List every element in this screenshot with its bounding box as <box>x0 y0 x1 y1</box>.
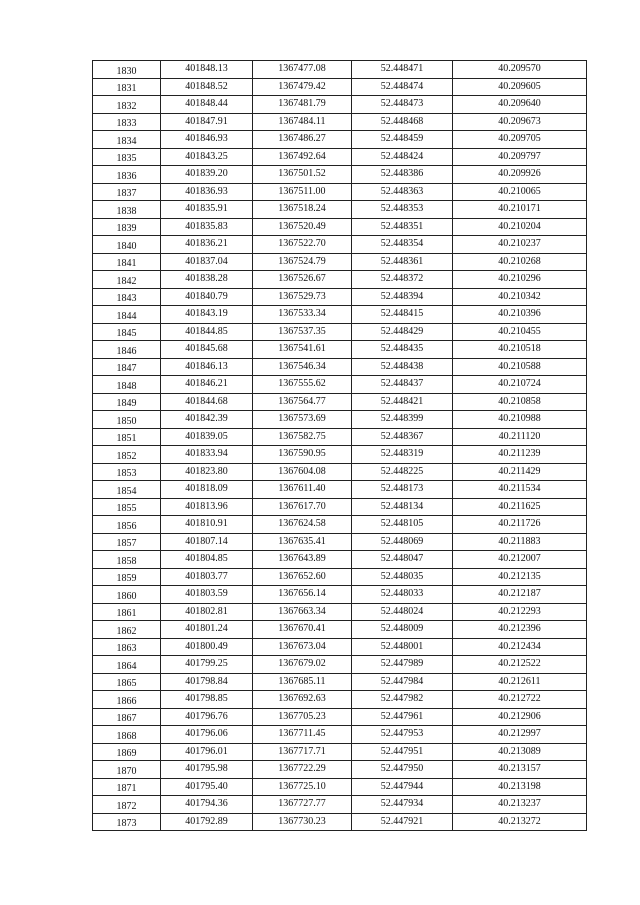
point-number-cell: 1872 <box>93 796 161 814</box>
latitude-cell: 52.447961 <box>352 708 453 726</box>
y-coordinate-cell: 1367564.77 <box>253 393 352 411</box>
longitude-cell: 40.211120 <box>453 428 587 446</box>
y-coordinate-cell: 1367617.70 <box>253 498 352 516</box>
longitude-cell: 40.210342 <box>453 288 587 306</box>
longitude-cell: 40.211883 <box>453 533 587 551</box>
x-coordinate-cell: 401840.79 <box>161 288 253 306</box>
table-row <box>93 691 587 709</box>
table-row <box>93 306 587 324</box>
latitude-cell: 52.448047 <box>352 551 453 569</box>
point-number-cell: 1873 <box>93 813 161 831</box>
y-coordinate-cell: 1367526.67 <box>253 271 352 289</box>
point-number-cell: 1864 <box>93 656 161 674</box>
point-number-cell: 1865 <box>93 673 161 691</box>
y-coordinate-cell: 1367582.75 <box>253 428 352 446</box>
point-number-cell: 1840 <box>93 236 161 254</box>
table-row <box>93 446 587 464</box>
y-coordinate-cell: 1367492.64 <box>253 148 352 166</box>
x-coordinate-cell: 401795.40 <box>161 778 253 796</box>
latitude-cell: 52.448024 <box>352 603 453 621</box>
longitude-cell: 40.212522 <box>453 656 587 674</box>
x-coordinate-cell: 401804.85 <box>161 551 253 569</box>
point-number-cell: 1835 <box>93 148 161 166</box>
longitude-cell: 40.212906 <box>453 708 587 726</box>
table-row <box>93 603 587 621</box>
latitude-cell: 52.448421 <box>352 393 453 411</box>
latitude-cell: 52.448474 <box>352 78 453 96</box>
y-coordinate-cell: 1367692.63 <box>253 691 352 709</box>
point-number-cell: 1862 <box>93 621 161 639</box>
longitude-cell: 40.210171 <box>453 201 587 219</box>
point-number-cell: 1866 <box>93 691 161 709</box>
latitude-cell: 52.448435 <box>352 341 453 359</box>
y-coordinate-cell: 1367705.23 <box>253 708 352 726</box>
point-number-cell: 1868 <box>93 726 161 744</box>
y-coordinate-cell: 1367725.10 <box>253 778 352 796</box>
x-coordinate-cell: 401848.13 <box>161 61 253 79</box>
latitude-cell: 52.448035 <box>352 568 453 586</box>
longitude-cell: 40.213272 <box>453 813 587 831</box>
latitude-cell: 52.448459 <box>352 131 453 149</box>
x-coordinate-cell: 401810.91 <box>161 516 253 534</box>
longitude-cell: 40.212135 <box>453 568 587 586</box>
point-number-cell: 1858 <box>93 551 161 569</box>
point-number-cell: 1850 <box>93 411 161 429</box>
latitude-cell: 52.447953 <box>352 726 453 744</box>
coordinates-table <box>92 60 587 831</box>
x-coordinate-cell: 401843.25 <box>161 148 253 166</box>
point-number-cell: 1846 <box>93 341 161 359</box>
y-coordinate-cell: 1367486.27 <box>253 131 352 149</box>
x-coordinate-cell: 401798.85 <box>161 691 253 709</box>
point-number-cell: 1863 <box>93 638 161 656</box>
table-row <box>93 551 587 569</box>
table-row <box>93 411 587 429</box>
x-coordinate-cell: 401842.39 <box>161 411 253 429</box>
latitude-cell: 52.447944 <box>352 778 453 796</box>
longitude-cell: 40.211534 <box>453 481 587 499</box>
latitude-cell: 52.448429 <box>352 323 453 341</box>
longitude-cell: 40.210988 <box>453 411 587 429</box>
table-row <box>93 796 587 814</box>
point-number-cell: 1830 <box>93 61 161 79</box>
point-number-cell: 1843 <box>93 288 161 306</box>
latitude-cell: 52.448361 <box>352 253 453 271</box>
y-coordinate-cell: 1367524.79 <box>253 253 352 271</box>
table-row <box>93 778 587 796</box>
longitude-cell: 40.210204 <box>453 218 587 236</box>
latitude-cell: 52.448354 <box>352 236 453 254</box>
point-number-cell: 1848 <box>93 376 161 394</box>
point-number-cell: 1847 <box>93 358 161 376</box>
point-number-cell: 1832 <box>93 96 161 114</box>
point-number-cell: 1845 <box>93 323 161 341</box>
x-coordinate-cell: 401833.94 <box>161 446 253 464</box>
table-row <box>93 236 587 254</box>
longitude-cell: 40.209673 <box>453 113 587 131</box>
point-number-cell: 1841 <box>93 253 161 271</box>
y-coordinate-cell: 1367573.69 <box>253 411 352 429</box>
point-number-cell: 1849 <box>93 393 161 411</box>
table-row <box>93 761 587 779</box>
latitude-cell: 52.448399 <box>352 411 453 429</box>
x-coordinate-cell: 401798.84 <box>161 673 253 691</box>
longitude-cell: 40.212722 <box>453 691 587 709</box>
y-coordinate-cell: 1367717.71 <box>253 743 352 761</box>
point-number-cell: 1851 <box>93 428 161 446</box>
point-number-cell: 1836 <box>93 166 161 184</box>
table-row <box>93 568 587 586</box>
latitude-cell: 52.448173 <box>352 481 453 499</box>
table-row <box>93 498 587 516</box>
table-row <box>93 61 587 79</box>
longitude-cell: 40.209797 <box>453 148 587 166</box>
table-row <box>93 341 587 359</box>
longitude-cell: 40.212997 <box>453 726 587 744</box>
latitude-cell: 52.448319 <box>352 446 453 464</box>
latitude-cell: 52.447921 <box>352 813 453 831</box>
y-coordinate-cell: 1367522.70 <box>253 236 352 254</box>
y-coordinate-cell: 1367663.34 <box>253 603 352 621</box>
table-row <box>93 148 587 166</box>
table-row <box>93 183 587 201</box>
latitude-cell: 52.448367 <box>352 428 453 446</box>
table-row <box>93 481 587 499</box>
latitude-cell: 52.448438 <box>352 358 453 376</box>
longitude-cell: 40.212611 <box>453 673 587 691</box>
table-row <box>93 673 587 691</box>
x-coordinate-cell: 401796.06 <box>161 726 253 744</box>
table-row <box>93 656 587 674</box>
x-coordinate-cell: 401846.93 <box>161 131 253 149</box>
y-coordinate-cell: 1367511.00 <box>253 183 352 201</box>
latitude-cell: 52.448394 <box>352 288 453 306</box>
y-coordinate-cell: 1367727.77 <box>253 796 352 814</box>
y-coordinate-cell: 1367546.34 <box>253 358 352 376</box>
point-number-cell: 1857 <box>93 533 161 551</box>
table-row <box>93 428 587 446</box>
longitude-cell: 40.210296 <box>453 271 587 289</box>
y-coordinate-cell: 1367529.73 <box>253 288 352 306</box>
point-number-cell: 1844 <box>93 306 161 324</box>
latitude-cell: 52.448473 <box>352 96 453 114</box>
longitude-cell: 40.212396 <box>453 621 587 639</box>
point-number-cell: 1870 <box>93 761 161 779</box>
point-number-cell: 1838 <box>93 201 161 219</box>
longitude-cell: 40.213089 <box>453 743 587 761</box>
table-row <box>93 708 587 726</box>
x-coordinate-cell: 401846.13 <box>161 358 253 376</box>
x-coordinate-cell: 401802.81 <box>161 603 253 621</box>
point-number-cell: 1871 <box>93 778 161 796</box>
point-number-cell: 1839 <box>93 218 161 236</box>
x-coordinate-cell: 401838.28 <box>161 271 253 289</box>
x-coordinate-cell: 401844.68 <box>161 393 253 411</box>
longitude-cell: 40.213237 <box>453 796 587 814</box>
table-row <box>93 813 587 831</box>
point-number-cell: 1833 <box>93 113 161 131</box>
point-number-cell: 1855 <box>93 498 161 516</box>
table-row <box>93 131 587 149</box>
longitude-cell: 40.210588 <box>453 358 587 376</box>
x-coordinate-cell: 401836.21 <box>161 236 253 254</box>
x-coordinate-cell: 401843.19 <box>161 306 253 324</box>
x-coordinate-cell: 401823.80 <box>161 463 253 481</box>
latitude-cell: 52.448424 <box>352 148 453 166</box>
longitude-cell: 40.212434 <box>453 638 587 656</box>
latitude-cell: 52.447989 <box>352 656 453 674</box>
point-number-cell: 1859 <box>93 568 161 586</box>
x-coordinate-cell: 401796.01 <box>161 743 253 761</box>
latitude-cell: 52.448009 <box>352 621 453 639</box>
y-coordinate-cell: 1367624.58 <box>253 516 352 534</box>
x-coordinate-cell: 401845.68 <box>161 341 253 359</box>
longitude-cell: 40.210065 <box>453 183 587 201</box>
longitude-cell: 40.211239 <box>453 446 587 464</box>
y-coordinate-cell: 1367673.04 <box>253 638 352 656</box>
y-coordinate-cell: 1367555.62 <box>253 376 352 394</box>
y-coordinate-cell: 1367520.49 <box>253 218 352 236</box>
y-coordinate-cell: 1367533.34 <box>253 306 352 324</box>
latitude-cell: 52.448069 <box>352 533 453 551</box>
table-row <box>93 743 587 761</box>
latitude-cell: 52.448363 <box>352 183 453 201</box>
longitude-cell: 40.211625 <box>453 498 587 516</box>
longitude-cell: 40.210518 <box>453 341 587 359</box>
latitude-cell: 52.448105 <box>352 516 453 534</box>
longitude-cell: 40.209705 <box>453 131 587 149</box>
longitude-cell: 40.210724 <box>453 376 587 394</box>
point-number-cell: 1842 <box>93 271 161 289</box>
point-number-cell: 1856 <box>93 516 161 534</box>
longitude-cell: 40.209605 <box>453 78 587 96</box>
longitude-cell: 40.209926 <box>453 166 587 184</box>
longitude-cell: 40.209640 <box>453 96 587 114</box>
table-row <box>93 113 587 131</box>
y-coordinate-cell: 1367590.95 <box>253 446 352 464</box>
table-row <box>93 463 587 481</box>
latitude-cell: 52.448353 <box>352 201 453 219</box>
longitude-cell: 40.211429 <box>453 463 587 481</box>
point-number-cell: 1860 <box>93 586 161 604</box>
y-coordinate-cell: 1367611.40 <box>253 481 352 499</box>
table-row <box>93 166 587 184</box>
longitude-cell: 40.210858 <box>453 393 587 411</box>
table-row <box>93 201 587 219</box>
longitude-cell: 40.213157 <box>453 761 587 779</box>
latitude-cell: 52.448468 <box>352 113 453 131</box>
table-row <box>93 516 587 534</box>
x-coordinate-cell: 401794.36 <box>161 796 253 814</box>
table-row <box>93 358 587 376</box>
point-number-cell: 1854 <box>93 481 161 499</box>
y-coordinate-cell: 1367711.45 <box>253 726 352 744</box>
latitude-cell: 52.447934 <box>352 796 453 814</box>
latitude-cell: 52.448386 <box>352 166 453 184</box>
y-coordinate-cell: 1367484.11 <box>253 113 352 131</box>
x-coordinate-cell: 401835.83 <box>161 218 253 236</box>
coordinates-table-body <box>93 61 587 831</box>
latitude-cell: 52.448351 <box>352 218 453 236</box>
table-row <box>93 218 587 236</box>
table-row <box>93 393 587 411</box>
longitude-cell: 40.213198 <box>453 778 587 796</box>
y-coordinate-cell: 1367501.52 <box>253 166 352 184</box>
latitude-cell: 52.448415 <box>352 306 453 324</box>
x-coordinate-cell: 401846.21 <box>161 376 253 394</box>
y-coordinate-cell: 1367679.02 <box>253 656 352 674</box>
longitude-cell: 40.212187 <box>453 586 587 604</box>
latitude-cell: 52.447982 <box>352 691 453 709</box>
point-number-cell: 1869 <box>93 743 161 761</box>
longitude-cell: 40.212293 <box>453 603 587 621</box>
x-coordinate-cell: 401801.24 <box>161 621 253 639</box>
latitude-cell: 52.447950 <box>352 761 453 779</box>
latitude-cell: 52.448033 <box>352 586 453 604</box>
table-row <box>93 586 587 604</box>
table-row <box>93 726 587 744</box>
x-coordinate-cell: 401813.96 <box>161 498 253 516</box>
point-number-cell: 1852 <box>93 446 161 464</box>
table-row <box>93 253 587 271</box>
latitude-cell: 52.448437 <box>352 376 453 394</box>
y-coordinate-cell: 1367670.41 <box>253 621 352 639</box>
x-coordinate-cell: 401800.49 <box>161 638 253 656</box>
x-coordinate-cell: 401795.98 <box>161 761 253 779</box>
y-coordinate-cell: 1367652.60 <box>253 568 352 586</box>
table-row <box>93 376 587 394</box>
y-coordinate-cell: 1367656.14 <box>253 586 352 604</box>
x-coordinate-cell: 401844.85 <box>161 323 253 341</box>
x-coordinate-cell: 401848.44 <box>161 96 253 114</box>
y-coordinate-cell: 1367730.23 <box>253 813 352 831</box>
table-row <box>93 621 587 639</box>
table-row <box>93 78 587 96</box>
longitude-cell: 40.210455 <box>453 323 587 341</box>
table-row <box>93 96 587 114</box>
table-row <box>93 271 587 289</box>
x-coordinate-cell: 401839.05 <box>161 428 253 446</box>
y-coordinate-cell: 1367477.08 <box>253 61 352 79</box>
latitude-cell: 52.448134 <box>352 498 453 516</box>
y-coordinate-cell: 1367643.89 <box>253 551 352 569</box>
x-coordinate-cell: 401818.09 <box>161 481 253 499</box>
table-row <box>93 288 587 306</box>
latitude-cell: 52.447951 <box>352 743 453 761</box>
x-coordinate-cell: 401839.20 <box>161 166 253 184</box>
table-row <box>93 638 587 656</box>
latitude-cell: 52.448001 <box>352 638 453 656</box>
longitude-cell: 40.212007 <box>453 551 587 569</box>
latitude-cell: 52.448372 <box>352 271 453 289</box>
latitude-cell: 52.448225 <box>352 463 453 481</box>
longitude-cell: 40.210237 <box>453 236 587 254</box>
longitude-cell: 40.209570 <box>453 61 587 79</box>
x-coordinate-cell: 401799.25 <box>161 656 253 674</box>
point-number-cell: 1861 <box>93 603 161 621</box>
point-number-cell: 1867 <box>93 708 161 726</box>
longitude-cell: 40.210268 <box>453 253 587 271</box>
y-coordinate-cell: 1367518.24 <box>253 201 352 219</box>
longitude-cell: 40.211726 <box>453 516 587 534</box>
y-coordinate-cell: 1367685.11 <box>253 673 352 691</box>
x-coordinate-cell: 401847.91 <box>161 113 253 131</box>
x-coordinate-cell: 401848.52 <box>161 78 253 96</box>
y-coordinate-cell: 1367541.61 <box>253 341 352 359</box>
y-coordinate-cell: 1367604.08 <box>253 463 352 481</box>
latitude-cell: 52.447984 <box>352 673 453 691</box>
table-row <box>93 323 587 341</box>
point-number-cell: 1834 <box>93 131 161 149</box>
x-coordinate-cell: 401807.14 <box>161 533 253 551</box>
latitude-cell: 52.448471 <box>352 61 453 79</box>
x-coordinate-cell: 401792.89 <box>161 813 253 831</box>
y-coordinate-cell: 1367481.79 <box>253 96 352 114</box>
y-coordinate-cell: 1367722.29 <box>253 761 352 779</box>
point-number-cell: 1853 <box>93 463 161 481</box>
y-coordinate-cell: 1367537.35 <box>253 323 352 341</box>
y-coordinate-cell: 1367479.42 <box>253 78 352 96</box>
x-coordinate-cell: 401836.93 <box>161 183 253 201</box>
point-number-cell: 1837 <box>93 183 161 201</box>
x-coordinate-cell: 401837.04 <box>161 253 253 271</box>
point-number-cell: 1831 <box>93 78 161 96</box>
x-coordinate-cell: 401803.59 <box>161 586 253 604</box>
table-row <box>93 533 587 551</box>
y-coordinate-cell: 1367635.41 <box>253 533 352 551</box>
x-coordinate-cell: 401796.76 <box>161 708 253 726</box>
longitude-cell: 40.210396 <box>453 306 587 324</box>
x-coordinate-cell: 401803.77 <box>161 568 253 586</box>
x-coordinate-cell: 401835.91 <box>161 201 253 219</box>
